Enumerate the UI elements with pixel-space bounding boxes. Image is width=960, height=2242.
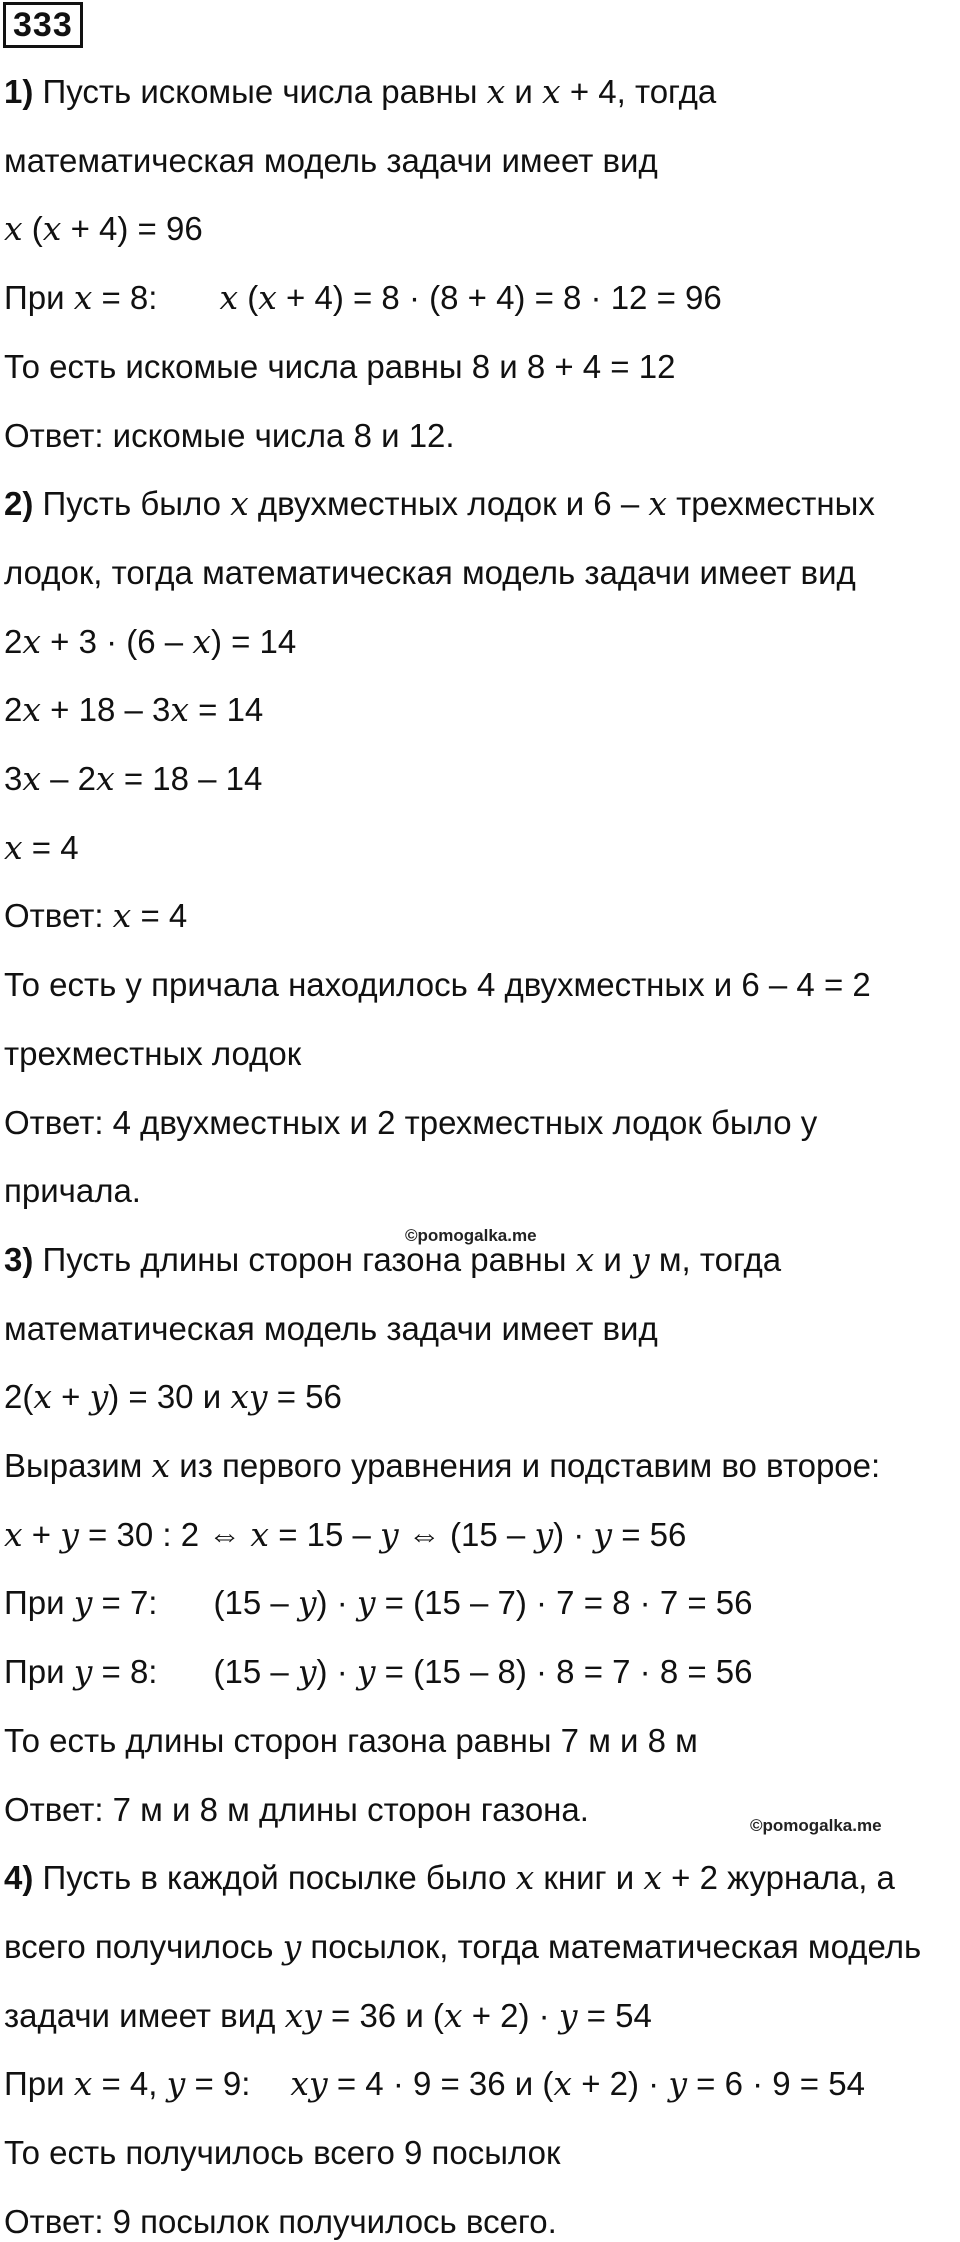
math-variable: x <box>443 1996 463 2035</box>
math-variable: x <box>4 209 23 248</box>
text-segment: = 6 · 9 = 54 <box>686 2065 865 2102</box>
text-segment: (15 – <box>213 1653 298 1690</box>
text-segment: + 3 · (6 – <box>40 623 193 660</box>
text-segment: + 18 – 3 <box>40 691 171 728</box>
text-segment: – 2 <box>40 760 97 797</box>
text-segment: = 9: <box>185 2065 251 2102</box>
text-segment: лодок, тогда математическая модель задачи имеет вид <box>4 554 856 591</box>
item-number: 2) <box>4 485 34 522</box>
math-variable: xy <box>230 1377 268 1416</box>
text-line <box>4 1103 817 1143</box>
text-segment: трехместных <box>666 485 875 522</box>
math-variable: x <box>542 72 561 111</box>
text-segment: = 14 <box>188 691 264 728</box>
text-line <box>4 2202 557 2242</box>
math-variable: y <box>166 2064 186 2103</box>
text-segment: То есть у причала находилось 4 двухместных и 6 – 4 = 2 <box>4 966 871 1003</box>
math-variable: x <box>22 690 41 729</box>
math-variable: x <box>73 2064 93 2103</box>
math-variable: xy <box>290 2064 328 2103</box>
text-line <box>4 278 722 318</box>
math-variable: x <box>42 209 62 248</box>
text-line <box>4 965 871 1005</box>
text-line <box>4 1171 141 1211</box>
text-line <box>4 347 675 387</box>
text-segment: = 30 : 2 ⇔ <box>78 1516 251 1553</box>
text-segment: При <box>4 2065 74 2102</box>
text-segment: книг и <box>534 1859 644 1896</box>
text-segment: м, тогда <box>649 1241 782 1278</box>
text-segment: Пусть длины сторон газона равны <box>33 1241 576 1278</box>
text-segment: Ответ: 4 двухместных и 2 трехместных лодок было у <box>4 1104 818 1141</box>
math-variable: x <box>643 1858 662 1897</box>
text-segment: = 4 <box>22 829 79 866</box>
text-segment: ) = 14 <box>210 623 297 660</box>
text-line <box>4 1927 921 1967</box>
math-variable: y <box>297 1583 317 1622</box>
text-segment: = (15 – 8) · 8 = 7 · 8 = 56 <box>375 1653 753 1690</box>
text-line <box>4 1515 686 1555</box>
watermark: ©pomogalka.me <box>405 1226 537 1245</box>
text-line <box>4 72 716 112</box>
text-segment: задачи имеет вид <box>4 1997 285 2034</box>
math-variable: y <box>356 1583 376 1622</box>
text-segment: математическая модель задачи имеет вид <box>4 142 658 179</box>
text-segment: из первого уравнения и подставим во второе: <box>170 1447 881 1484</box>
text-segment: двухместных лодок и 6 – <box>248 485 649 522</box>
text-segment: = 56 <box>612 1516 687 1553</box>
text-segment: То есть длины сторон газона равны 7 м и 8 м <box>4 1722 698 1759</box>
text-segment: всего получилось <box>4 1928 283 1965</box>
text-segment: и <box>505 73 543 110</box>
math-variable: y <box>593 1515 613 1554</box>
text-line <box>4 1583 753 1623</box>
math-variable: y <box>631 1240 650 1279</box>
text-line <box>4 484 875 524</box>
text-line <box>4 2064 865 2104</box>
text-line <box>4 1996 652 2036</box>
text-segment: = 54 <box>577 1997 652 2034</box>
item-number: 3) <box>4 1241 34 1278</box>
text-segment: Пусть в каждой посылке было <box>33 1859 516 1896</box>
text-segment: + 4, тогда <box>560 73 717 110</box>
text-segment: Выразим <box>4 1447 152 1484</box>
text-segment: Ответ: <box>4 897 113 934</box>
text-line <box>4 1790 589 1830</box>
text-segment: При <box>4 279 74 316</box>
text-line <box>4 828 79 868</box>
text-segment: То есть получилось всего 9 посылок <box>4 2134 561 2171</box>
text-line <box>4 690 263 730</box>
text-line <box>4 1240 781 1280</box>
math-variable: y <box>356 1652 376 1691</box>
text-line <box>4 896 187 936</box>
math-variable: y <box>89 1377 109 1416</box>
math-variable: y <box>558 1996 578 2035</box>
item-number: 4) <box>4 1859 34 1896</box>
text-segment: Ответ: 7 м и 8 м длины сторон газона. <box>4 1791 589 1828</box>
text-segment: Пусть искомые числа равны <box>33 73 487 110</box>
watermark: ©pomogalka.me <box>750 1816 882 1835</box>
math-variable: xy <box>284 1996 322 2035</box>
math-variable: y <box>668 2064 687 2103</box>
text-segment: 2 <box>4 623 23 660</box>
text-segment: ) · <box>553 1516 594 1553</box>
text-segment: = 18 – 14 <box>114 760 263 797</box>
text-segment: причала. <box>4 1172 141 1209</box>
text-segment: = 8: <box>92 279 158 316</box>
math-variable: x <box>575 1240 595 1279</box>
text-segment: То есть искомые числа равны 8 и 8 + 4 = 12 <box>4 348 676 385</box>
text-line <box>4 1858 895 1898</box>
text-line <box>4 553 856 593</box>
text-segment: = 7: <box>92 1584 158 1621</box>
math-variable: x <box>486 72 506 111</box>
text-segment: + 4) = 8 · (8 + 4) = 8 · 12 = 96 <box>276 279 722 316</box>
math-variable: y <box>380 1515 399 1554</box>
text-segment: = 15 – <box>269 1516 381 1553</box>
math-variable: y <box>297 1652 317 1691</box>
text-segment: + 2) · <box>572 2065 669 2102</box>
text-segment: = 8: <box>92 1653 158 1690</box>
text-segment: = 4 · 9 = 36 и ( <box>327 2065 554 2102</box>
text-segment: Пусть было <box>33 485 231 522</box>
math-variable: y <box>282 1927 302 1966</box>
math-variable: x <box>96 759 115 798</box>
text-line <box>4 1034 301 1074</box>
text-line <box>4 1309 658 1349</box>
text-segment: = 4 <box>131 897 188 934</box>
text-segment: При <box>4 1584 74 1621</box>
text-line <box>4 622 296 662</box>
math-variable: x <box>230 484 249 523</box>
math-variable: x <box>4 1515 23 1554</box>
math-variable: x <box>151 1446 171 1485</box>
text-segment: ⇔ (15 – <box>398 1516 535 1553</box>
math-variable: y <box>73 1583 93 1622</box>
math-variable: x <box>112 896 132 935</box>
problem-number-box: 333 <box>3 2 83 48</box>
text-line <box>4 2133 560 2173</box>
math-variable: x <box>170 690 189 729</box>
text-segment: ( <box>238 279 259 316</box>
text-segment: ) · <box>316 1584 357 1621</box>
math-variable: x <box>219 278 239 317</box>
text-segment: Ответ: 9 посылок получилось всего. <box>4 2203 557 2240</box>
math-variable: x <box>33 1377 52 1416</box>
text-segment: трехместных лодок <box>4 1035 302 1072</box>
math-variable: y <box>73 1652 93 1691</box>
text-segment: = 4, <box>92 2065 167 2102</box>
text-segment: = 36 и ( <box>321 1997 444 2034</box>
math-variable: y <box>534 1515 554 1554</box>
text-line <box>4 1652 753 1692</box>
text-segment: + 2 журнала, а <box>661 1859 895 1896</box>
text-segment: + <box>51 1378 90 1415</box>
math-variable: x <box>258 278 277 317</box>
text-segment: Ответ: искомые числа 8 и 12. <box>4 417 455 454</box>
text-segment: + 2) · <box>462 1997 559 2034</box>
text-segment: 3 <box>4 760 23 797</box>
math-variable: x <box>4 828 23 867</box>
text-segment: математическая модель задачи имеет вид <box>4 1310 658 1347</box>
math-variable: x <box>515 1858 535 1897</box>
text-line <box>4 141 658 181</box>
text-segment: = 56 <box>267 1378 342 1415</box>
text-segment: + 4) = 96 <box>61 210 203 247</box>
math-variable: x <box>553 2064 573 2103</box>
math-variable: y <box>60 1515 79 1554</box>
text-segment: посылок, тогда математическая модель <box>301 1928 922 1965</box>
math-variable: x <box>73 278 93 317</box>
math-variable: x <box>22 759 41 798</box>
text-segment: ( <box>22 210 43 247</box>
text-segment: + <box>22 1516 61 1553</box>
math-variable: x <box>250 1515 270 1554</box>
text-segment: (15 – <box>213 1584 298 1621</box>
text-segment: 2( <box>4 1378 34 1415</box>
text-segment: При <box>4 1653 74 1690</box>
math-variable: x <box>648 484 667 523</box>
text-segment: = (15 – 7) · 7 = 8 · 7 = 56 <box>375 1584 753 1621</box>
text-segment: ) = 30 и <box>108 1378 231 1415</box>
text-line <box>4 416 455 456</box>
text-line <box>4 1377 342 1417</box>
math-variable: x <box>22 622 41 661</box>
item-number: 1) <box>4 73 34 110</box>
text-line <box>4 1721 698 1761</box>
math-variable: x <box>192 622 211 661</box>
text-segment: ) · <box>316 1653 357 1690</box>
text-segment: и <box>594 1241 631 1278</box>
text-line <box>4 209 203 249</box>
text-line <box>4 759 262 799</box>
text-line <box>4 1446 880 1486</box>
text-segment: 2 <box>4 691 23 728</box>
